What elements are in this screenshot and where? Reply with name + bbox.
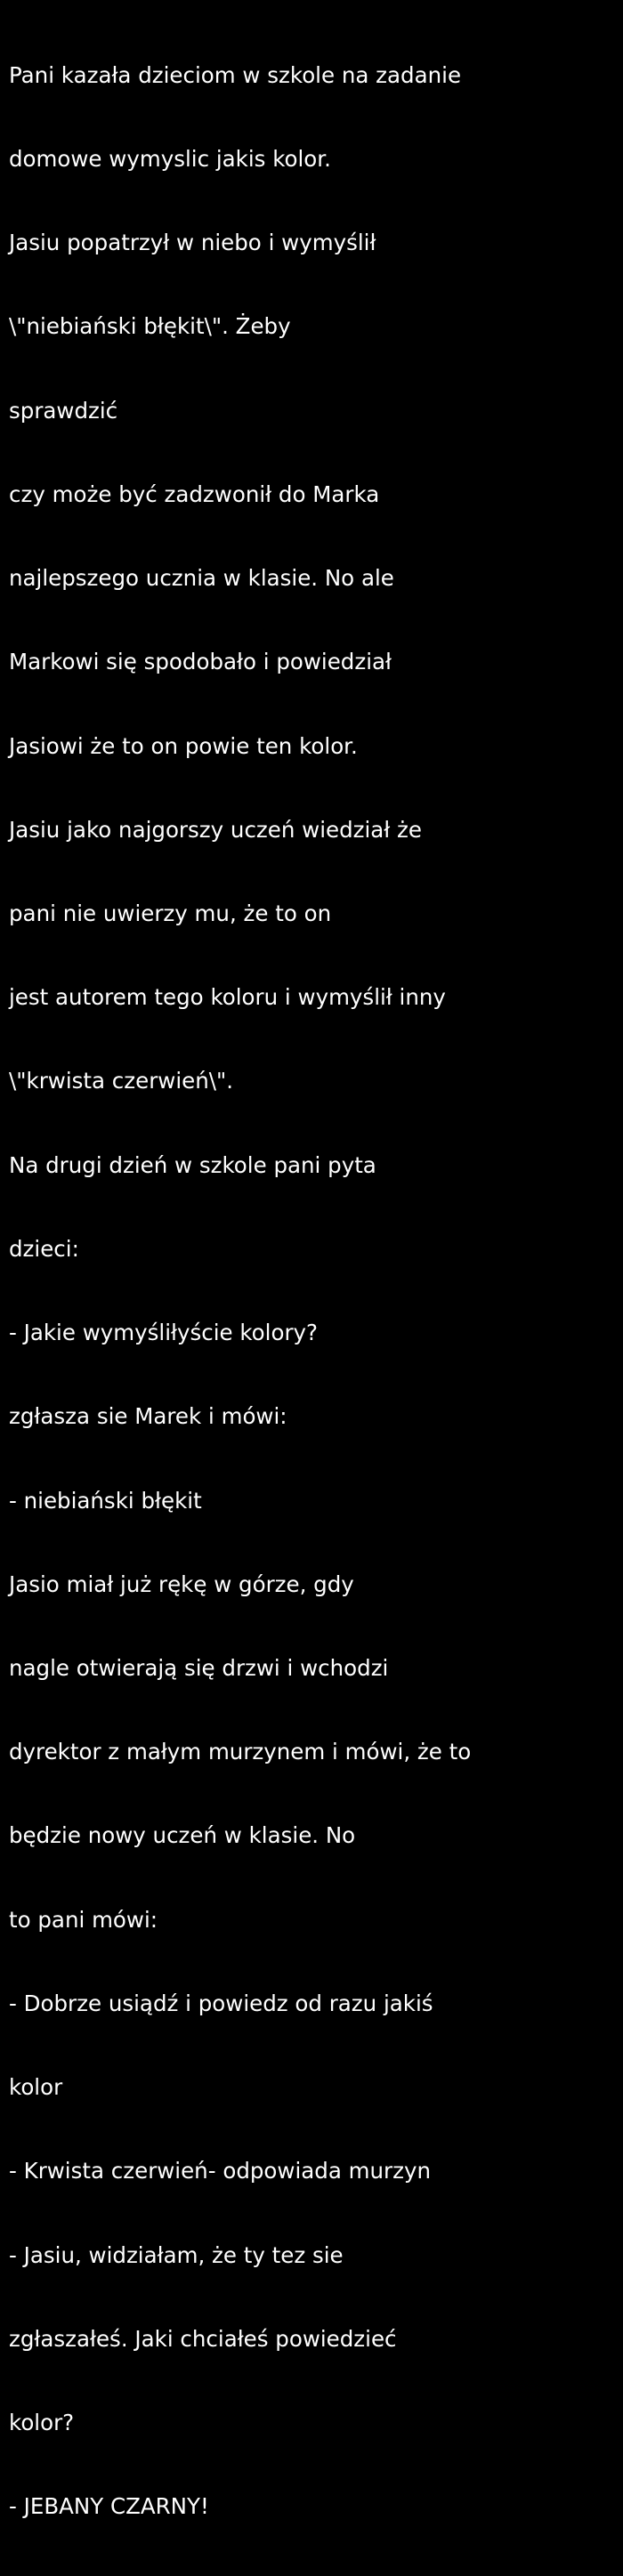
joke-line: Jasiowi że to on powie ten kolor. (9, 732, 358, 759)
joke-line: będzie nowy uczeń w klasie. No (9, 1822, 356, 1849)
joke-line: zgłasza sie Marek i mówi: (9, 1403, 287, 1430)
joke-line: \"krwista czerwień\". (9, 1068, 234, 1094)
joke-line: pani nie uwierzy mu, że to on (9, 900, 332, 926)
joke-line: Pani kazała dzieciom w szkole na zadanie (9, 61, 462, 88)
joke-line: Jasiu popatrzył w niebo i wymyślił (9, 230, 376, 256)
joke-line: dyrektor z małym murzynem i mówi, że to (9, 1739, 472, 1765)
joke-line: Jasiu jako najgorszy uczeń wiedział że (9, 816, 422, 843)
joke-line: kolor? (9, 2409, 75, 2435)
joke-line: najlepszego ucznia w klasie. No ale (9, 565, 394, 592)
joke-line: \"niebiański błękit\". Żeby (9, 313, 291, 340)
joke-line: dzieci: (9, 1235, 79, 1262)
joke-line: kolor (9, 2074, 63, 2101)
joke-line: Jasio miał już rękę w górze, gdy (9, 1571, 354, 1597)
joke-line: nagle otwierają się drzwi i wchodzi (9, 1654, 389, 1681)
joke-line: Markowi się spodobało i powiedział (9, 649, 392, 675)
joke-line: - JEBANY CZARNY! (9, 2493, 209, 2520)
joke-line: - niebiański błękit (9, 1487, 202, 1514)
joke-line: Na drugi dzień w szkole pani pyta (9, 1151, 376, 1178)
joke-line: - Jakie wymyśliłyście kolory? (9, 1320, 319, 1346)
joke-line: jest autorem tego koloru i wymyślił inny (9, 984, 446, 1011)
joke-line: domowe wymyslic jakis kolor. (9, 146, 331, 173)
joke-line: czy może być zadzwonił do Marka (9, 480, 380, 507)
joke-line: - Krwista czerwień- odpowiada murzyn (9, 2158, 431, 2184)
joke-line: to pani mówi: (9, 1906, 158, 1933)
joke-line: sprawdzić (9, 397, 118, 424)
joke-line: - Dobrze usiądź i powiedz od razu jakiś (9, 1990, 433, 2016)
joke-line: zgłaszałeś. Jaki chciałeś powiedzieć (9, 2325, 397, 2352)
joke-text-block (9, 5, 616, 2576)
joke-line: - Jasiu, widziałam, że ty tez sie (9, 2241, 344, 2268)
